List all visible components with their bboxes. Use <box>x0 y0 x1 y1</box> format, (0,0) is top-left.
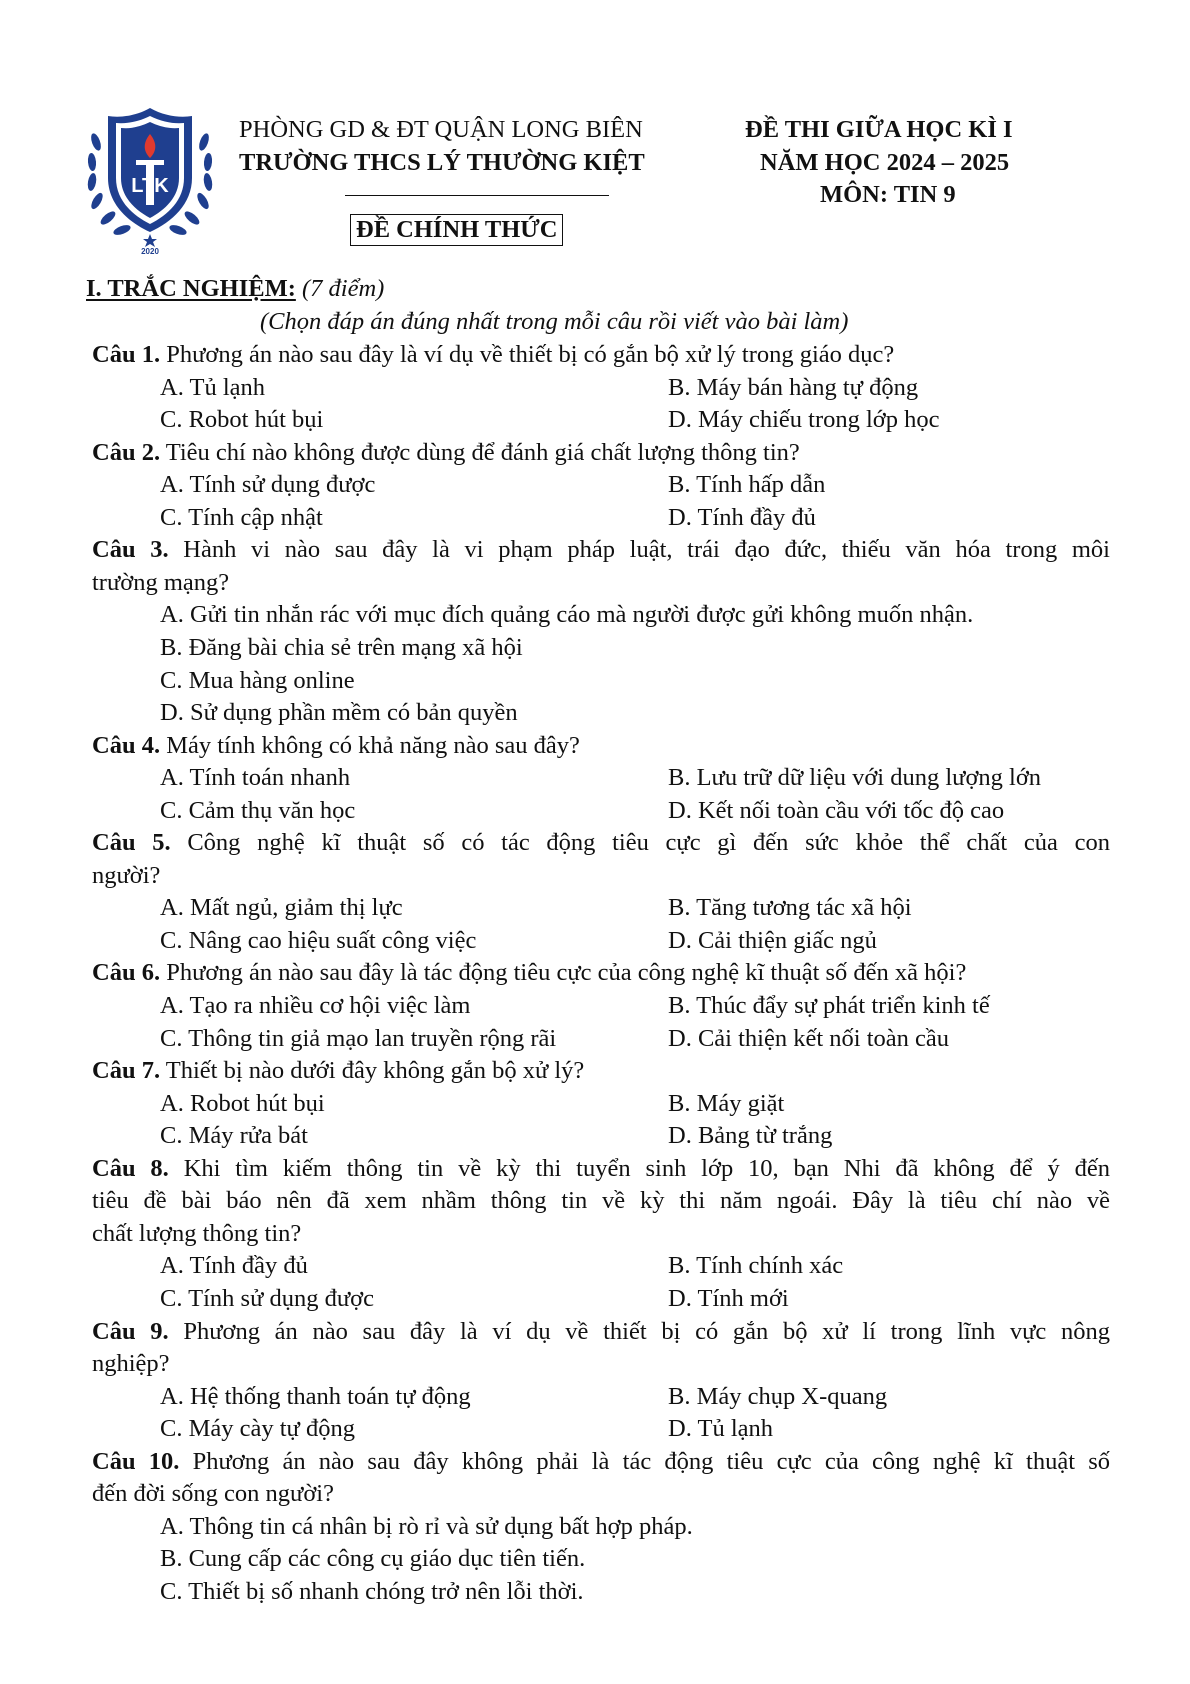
question-text: Phương án nào sau đây không phải là tác động tiêu cực của công nghệ kĩ thuật số <box>192 1447 1110 1475</box>
star-icon <box>143 234 157 247</box>
answer-option: A. Gửi tin nhắn rác với mục đích quảng cáo mà người được gửi không muốn nhận. <box>160 601 974 629</box>
question-text: nghiệp? <box>92 1350 170 1378</box>
answer-option: B. Cung cấp các công cụ giáo dục tiên tiến. <box>160 1545 586 1573</box>
question-stem <box>92 1154 1110 1182</box>
answer-option: B. Tính hấp dẫn <box>668 471 826 499</box>
question-stem <box>92 1317 1110 1345</box>
logo-letters: LTK <box>131 175 169 197</box>
question-text: Phương án nào sau đây là ví dụ về thiết bị có gắn bộ xử lí trong lĩnh vực nông <box>183 1317 1110 1345</box>
answer-option: C. Máy cày tự động <box>160 1415 355 1443</box>
question-text: người? <box>92 861 161 889</box>
answer-option: A. Robot hút bụi <box>160 1089 325 1117</box>
question-label: Câu 8. <box>92 1154 169 1182</box>
question-stem <box>92 831 1110 856</box>
answer-option: D. Cải thiện kết nối toàn cầu <box>668 1024 949 1052</box>
question-label: Câu 6. <box>92 959 161 987</box>
question-text: Tiêu chí nào không được dùng để đánh giá chất lượng thông tin? <box>165 438 800 466</box>
school-year: NĂM HỌC 2024 – 2025 <box>760 149 1010 176</box>
answer-option: D. Tủ lạnh <box>668 1415 774 1443</box>
question-stem <box>92 538 1110 563</box>
answer-option: D. Cải thiện giấc ngủ <box>668 926 877 954</box>
header-underline <box>345 195 609 196</box>
question-text: trường mạng? <box>92 568 230 596</box>
answer-option: C. Nâng cao hiệu suất công việc <box>160 926 477 954</box>
question-text: Công nghệ kĩ thuật số có tác động tiêu cực gì đến sức khỏe thể chất của con <box>187 829 1110 857</box>
question-label: Câu 4. <box>92 731 161 759</box>
question-text: Máy tính không có khả năng nào sau đây? <box>166 731 580 759</box>
question-text: Khi tìm kiếm thông tin về kỳ thi tuyển sinh lớp 10, bạn Nhi đã không để ý đến <box>183 1154 1110 1182</box>
answer-option: B. Thúc đẩy sự phát triển kinh tế <box>668 992 990 1019</box>
question-stem <box>92 1447 1110 1475</box>
answer-option: B. Máy giặt <box>668 1089 785 1117</box>
answer-option: B. Tính chính xác <box>668 1252 844 1280</box>
answer-option: A. Tính đầy đủ <box>160 1252 308 1280</box>
question-stem-continued <box>92 1482 334 1507</box>
answer-option: A. Tủ lạnh <box>160 373 266 401</box>
answer-option: A. Tạo ra nhiều cơ hội việc làm <box>160 992 471 1019</box>
answer-option: A. Tính toán nhanh <box>160 764 351 792</box>
answer-option: B. Tăng tương tác xã hội <box>668 894 912 922</box>
answer-option: D. Máy chiếu trong lớp học <box>668 406 940 434</box>
department-name: PHÒNG GD & ĐT QUẬN LONG BIÊN <box>239 116 643 143</box>
question-text: Hành vi nào sau đây là vi phạm pháp luật, trái đạo đức, thiếu văn hóa trong môi <box>183 536 1110 564</box>
answer-option: C. Tính sử dụng được <box>160 1284 374 1312</box>
question-stem <box>92 961 966 986</box>
question-label: Câu 5. <box>92 829 171 857</box>
answer-option: A. Tính sử dụng được <box>160 471 376 499</box>
section-points: (7 điểm) <box>301 275 385 302</box>
answer-option: D. Sử dụng phần mềm có bản quyền <box>160 699 518 727</box>
question-text: Phương án nào sau đây là ví dụ về thiết bị có gắn bộ xử lý trong giáo dục? <box>166 341 895 368</box>
section-title: I. TRẮC NGHIỆM: <box>86 275 296 302</box>
question-text: Phương án nào sau đây là tác động tiêu cực của công nghệ kĩ thuật số đến xã hội? <box>166 959 967 987</box>
question-label: Câu 9. <box>92 1317 169 1345</box>
answer-option: A. Hệ thống thanh toán tự động <box>160 1382 471 1410</box>
question-label: Câu 2. <box>92 438 161 466</box>
answer-option: C. Robot hút bụi <box>160 406 324 434</box>
answer-option: C. Thiết bị số nhanh chóng trở nên lỗi thời. <box>160 1577 584 1605</box>
question-label: Câu 7. <box>92 1057 161 1085</box>
answer-option: C. Cảm thụ văn học <box>160 796 356 824</box>
question-stem-continued <box>92 1219 302 1247</box>
school-name: TRƯỜNG THCS LÝ THƯỜNG KIỆT <box>239 149 645 176</box>
answer-option: C. Mua hàng online <box>160 666 355 694</box>
question-text: Thiết bị nào dưới đây không gắn bộ xử lý? <box>165 1057 585 1085</box>
question-stem-continued <box>92 1189 1110 1214</box>
question-stem-continued <box>92 568 230 596</box>
question-text: chất lượng thông tin? <box>92 1219 302 1247</box>
question-stem <box>92 343 894 368</box>
answer-option: D. Kết nối toàn cầu với tốc độ cao <box>668 796 1005 824</box>
section-heading <box>86 277 384 302</box>
answer-option: A. Mất ngủ, giảm thị lực <box>160 894 403 922</box>
answer-option: A. Thông tin cá nhân bị rò rỉ và sử dụng bất hợp pháp. <box>160 1512 693 1540</box>
logo-year: 2020 <box>141 247 159 254</box>
question-label: Câu 1. <box>92 341 161 368</box>
question-stem <box>92 1059 584 1084</box>
answer-option: C. Tính cập nhật <box>160 503 323 531</box>
answer-option: D. Bảng từ trắng <box>668 1122 833 1150</box>
official-exam-label: ĐỀ CHÍNH THỨC <box>350 214 563 246</box>
question-stem-continued <box>92 1352 170 1377</box>
question-text: tiêu đề bài báo nên đã xem nhầm thông tin về kỳ thi năm ngoái. Đây là tiêu chí nào về <box>92 1187 1110 1215</box>
question-stem-continued <box>92 861 161 889</box>
question-stem <box>92 731 580 759</box>
question-text: đến đời sống con người? <box>92 1480 334 1508</box>
answer-option: B. Lưu trữ dữ liệu với dung lượng lớn <box>668 764 1042 792</box>
answer-option: D. Tính đầy đủ <box>668 503 816 531</box>
subject: MÔN: TIN 9 <box>820 181 956 208</box>
question-label: Câu 10. <box>92 1447 180 1475</box>
school-logo <box>84 104 216 254</box>
section-instruction: (Chọn đáp án đúng nhất trong mỗi câu rồi viết vào bài làm) <box>260 308 849 335</box>
answer-option: B. Máy chụp X-quang <box>668 1382 888 1410</box>
answer-option: C. Thông tin giả mạo lan truyền rộng rãi <box>160 1024 557 1052</box>
answer-option: B. Đăng bài chia sẻ trên mạng xã hội <box>160 633 523 661</box>
question-stem <box>92 438 800 466</box>
answer-option: B. Máy bán hàng tự động <box>668 373 919 401</box>
answer-option: C. Máy rửa bát <box>160 1122 308 1150</box>
answer-option: D. Tính mới <box>668 1284 789 1312</box>
exam-title: ĐỀ THI GIỮA HỌC KÌ I <box>745 116 1013 143</box>
question-label: Câu 3. <box>92 536 169 564</box>
